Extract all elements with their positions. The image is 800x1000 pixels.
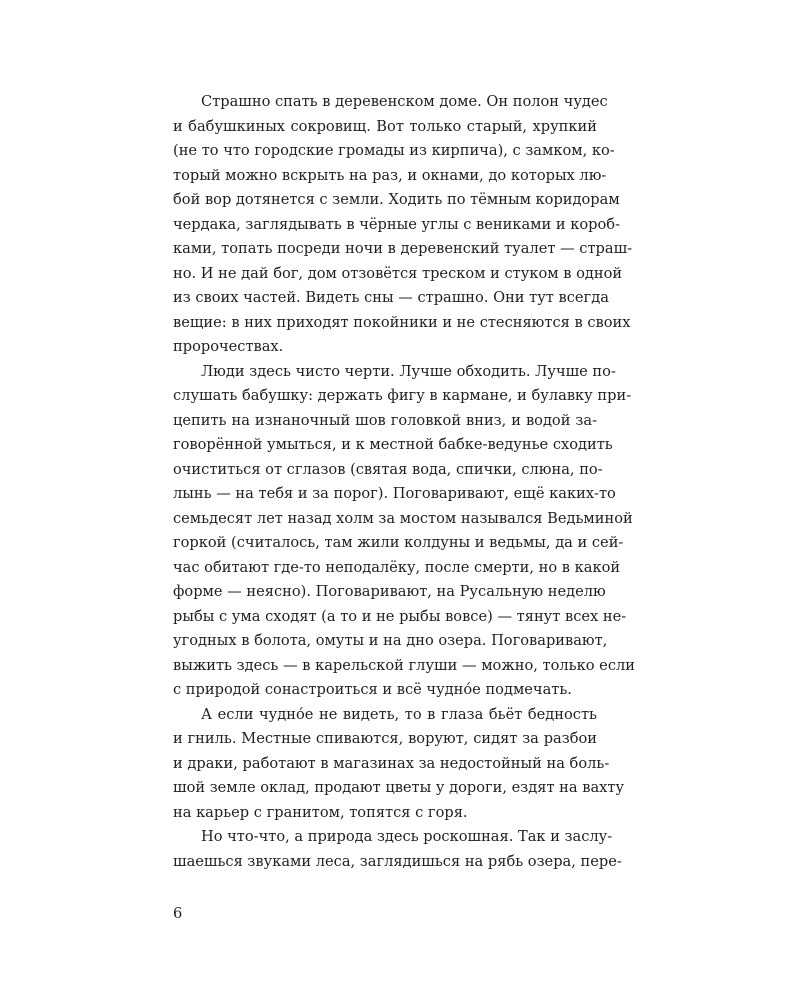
text-line: семьдесят лет назад холм за мостом назывался Ведьминой <box>173 509 633 527</box>
paragraph-2 <box>173 360 635 703</box>
page-number: 6 <box>173 905 183 922</box>
text-line: Страшно спать в деревенском доме. Он полон чудес <box>201 93 608 110</box>
page-body <box>173 90 635 874</box>
text-line: час обитают где-то неподалёку, после смерти, но в какой <box>173 558 621 576</box>
text-line: бой вор дотянется с земли. Ходить по тёмным коридорам <box>173 191 620 208</box>
text-line: с природой сонастроиться и всё чудно́е подмечать. <box>173 681 572 698</box>
text-line: (не то что городские громады из кирпича), с замком, ко- <box>173 142 615 159</box>
paragraph-3 <box>173 703 625 826</box>
paragraph-4 <box>173 825 622 874</box>
text-line: выжить здесь — в карельской глуши — можно, только если <box>173 656 635 674</box>
text-line: форме — неясно). Поговаривают, на Русальную неделю <box>173 583 606 600</box>
text-line: шой земле оклад, продают цветы у дороги, ездят на вахту <box>173 779 625 796</box>
text-line: на карьер с гранитом, топятся с горя. <box>173 803 468 821</box>
text-line: Но что-что, а природа здесь роскошная. Так и заслу- <box>201 828 613 845</box>
text-line: Люди здесь чисто черти. Лучше обходить. Лучше по- <box>201 362 616 380</box>
text-line: цепить на изнаночный шов головкой вниз, и водой за- <box>173 411 597 429</box>
text-line: А если чудно́е не видеть, то в глаза бьёт бедность <box>201 705 597 723</box>
text-line: из своих частей. Видеть сны — страшно. Они тут всегда <box>173 289 609 306</box>
text-line: говорённой умыться, и к местной бабке-ведунье сходить <box>173 436 613 453</box>
text-line: но. И не дай бог, дом отзовётся треском и стуком в одной <box>173 264 623 282</box>
text-line: торый можно вскрыть на раз, и окнами, до которых лю- <box>173 166 607 184</box>
text-line: пророчествах. <box>173 338 284 355</box>
text-line: угодных в болота, омуты и на дно озера. Поговаривают, <box>173 632 608 649</box>
text-line: шаешься звуками леса, заглядишься на рябь озера, пере- <box>173 852 622 870</box>
paragraph-1 <box>173 90 633 360</box>
text-line: горкой (считалось, там жили колдуны и ведьмы, да и сей- <box>173 534 624 551</box>
text-line: слушать бабушку: держать фигу в кармане, и булавку при- <box>173 387 632 404</box>
text-line: лынь — на тебя и за порог). Поговаривают, ещё каких-то <box>173 485 616 502</box>
text-line: чердака, заглядывать в чёрные углы с вениками и короб- <box>173 215 621 233</box>
text-line: очиститься от сглазов (святая вода, спички, слюна, по- <box>173 460 603 478</box>
text-line: и гниль. Местные спиваются, воруют, сидят за разбои <box>173 730 597 747</box>
text-line: и драки, работают в магазинах за недостойный на боль- <box>173 754 610 772</box>
text-line: рыбы с ума сходят (а то и не рыбы вовсе) — тянут всех не- <box>173 607 627 625</box>
text-line: и бабушкиных сокровищ. Вот только старый, хрупкий <box>173 117 597 135</box>
text-line: вещие: в них приходят покойники и не стесняются в своих <box>173 313 631 331</box>
text-line: ками, топать посреди ночи в деревенский туалет — страш- <box>173 240 633 257</box>
